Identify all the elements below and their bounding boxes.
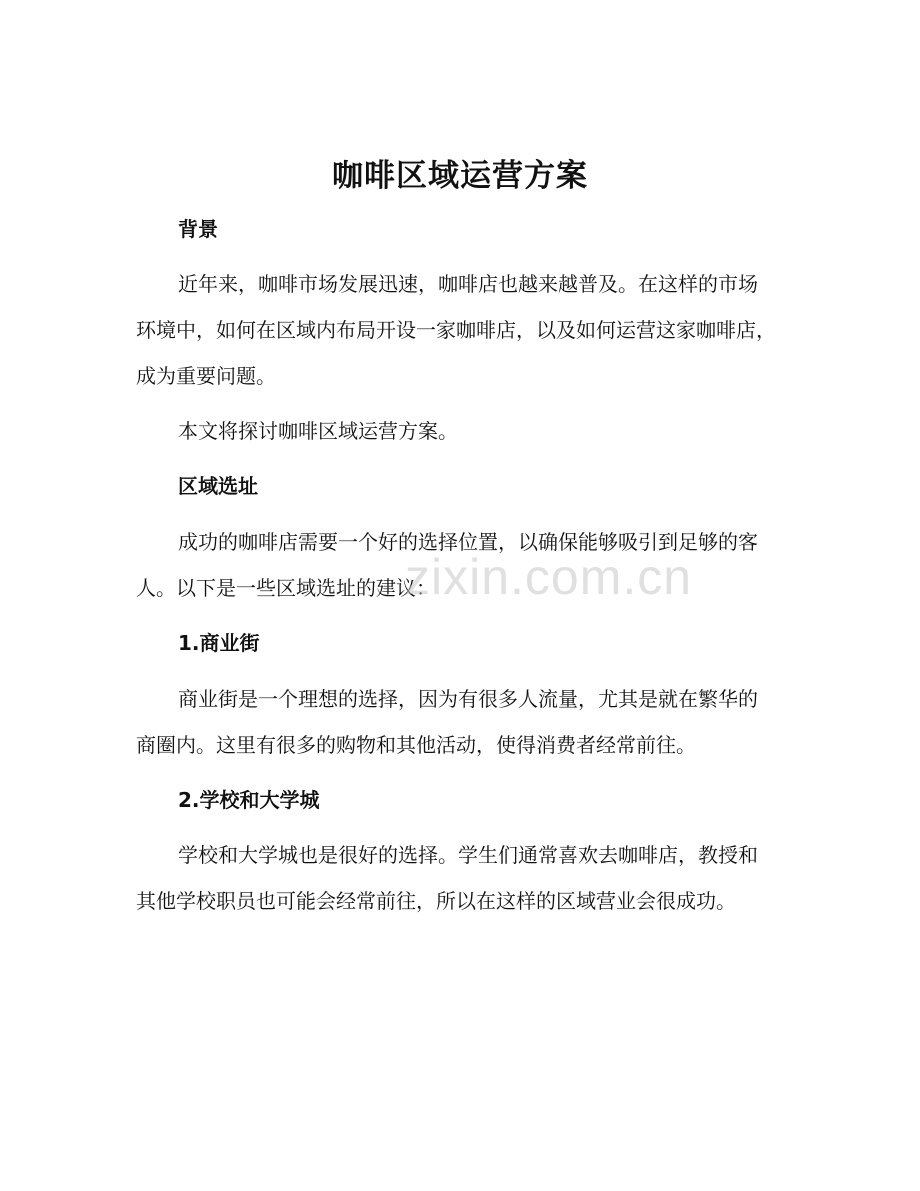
paragraph-background-2: 本文将探讨咖啡区域运营方案。 (178, 419, 458, 443)
section-heading-location: 区域选址 (178, 474, 258, 498)
paragraph-campus-1: 学校和大学城也是很好的选择。学生们通常喜欢去咖啡店，教授和其他学校职员也可能会经常前往，所以在这样的区域营业会很成功。 (136, 843, 758, 913)
paragraph-location-1: 成功的咖啡店需要一个好的选择位置，以确保能够吸引到足够的客人。以下是一些区域选址的建议： (136, 530, 758, 600)
watermark-text: zixin.com.cn (405, 549, 693, 605)
document-title: 咖啡区域运营方案 (332, 158, 588, 194)
paragraph-commercial-street-1: 商业街是一个理想的选择，因为有很多人流量，尤其是就在繁华的商圈内。这里有很多的购物和其他活动，使得消费者经常前往。 (136, 687, 758, 757)
paragraph-background-1: 近年来，咖啡市场发展迅速，咖啡店也越来越普及。在这样的市场环境中，如何在区域内布局开设一家咖啡店，以及如何运营这家咖啡店，成为重要问题。 (136, 272, 776, 388)
section-heading-background: 背景 (178, 217, 218, 241)
section-heading-commercial-street: 1.商业街 (178, 631, 260, 655)
section-heading-campus: 2.学校和大学城 (178, 788, 320, 812)
